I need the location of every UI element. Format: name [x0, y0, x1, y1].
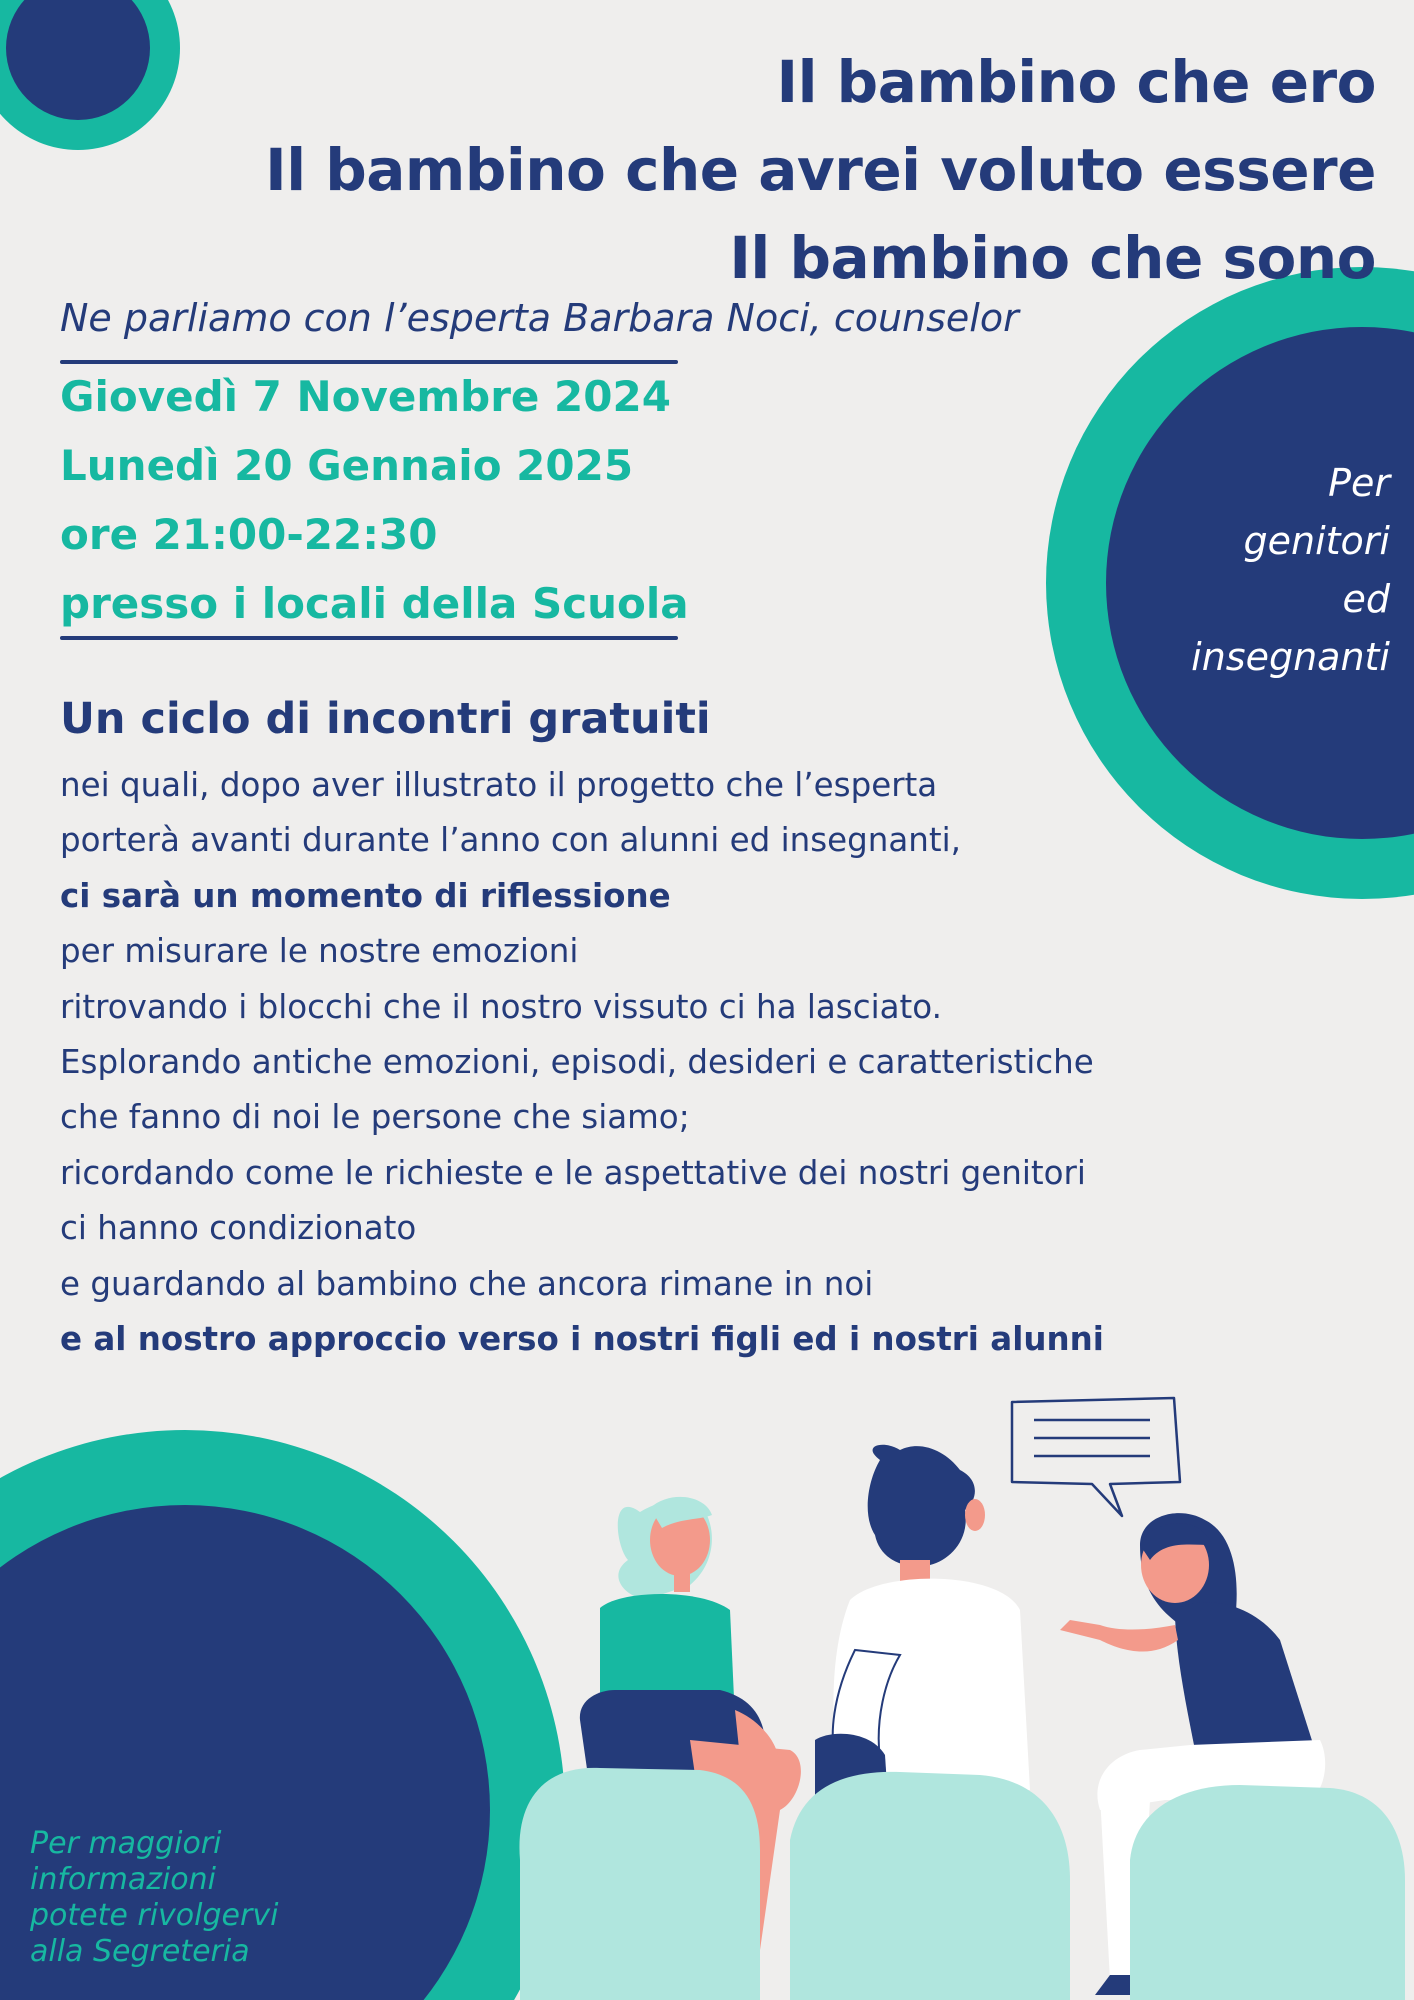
cushion-left — [519, 1768, 760, 2000]
contact-line: alla Segreteria — [30, 1934, 250, 1969]
contact-line: potete rivolgervi — [30, 1898, 279, 1933]
contact-info — [30, 1826, 278, 1970]
description — [60, 758, 1104, 1367]
event-schedule — [60, 362, 689, 638]
audience-line: Per — [1328, 461, 1390, 505]
event-date: Giovedì 7 Novembre 2024 — [60, 372, 671, 421]
cushion-center — [790, 1772, 1070, 2000]
cushion-right — [1130, 1785, 1405, 2000]
subtitle: Ne parliamo con l’esperta Barbara Noci, counselor — [60, 296, 1019, 340]
audience-line: genitori — [1243, 519, 1390, 563]
description-line: ritrovando i blocchi che il nostro vissuto ci ha lasciato. — [60, 987, 942, 1026]
description-line: nei quali, dopo aver illustrato il progetto che l’esperta — [60, 766, 938, 804]
event-location: presso i locali della Scuola — [60, 579, 689, 628]
description-line: che fanno di noi le persone che siamo; — [60, 1098, 690, 1137]
lead-heading: Un ciclo di incontri gratuiti — [60, 694, 711, 744]
description-line-bold: e al nostro approccio verso i nostri figli ed i nostri alunni — [60, 1320, 1104, 1359]
description-line: porterà avanti durante l’anno con alunni ed insegnanti, — [60, 821, 961, 860]
main-title — [265, 38, 1376, 302]
description-line-bold: ci sarà un momento di riflessione — [60, 876, 671, 915]
contact-line: informazioni — [30, 1862, 216, 1897]
audience-label — [1191, 454, 1390, 686]
person-center-figure — [815, 1445, 1030, 1830]
title-line: Il bambino che ero — [776, 48, 1376, 116]
description-line: ricordando come le richieste e le aspettative dei nostri genitori — [60, 1153, 1086, 1192]
description-line: ci hanno condizionato — [60, 1209, 417, 1248]
event-time: ore 21:00-22:30 — [60, 510, 438, 559]
divider-bottom — [60, 636, 678, 640]
contact-line: Per maggiori — [30, 1826, 222, 1861]
audience-line: ed — [1342, 577, 1390, 621]
event-date: Lunedì 20 Gennaio 2025 — [60, 441, 634, 490]
people-illustration — [470, 1390, 1414, 2000]
description-line: e guardando al bambino che ancora rimane in noi — [60, 1264, 874, 1303]
title-line: Il bambino che sono — [729, 224, 1376, 292]
description-line: Esplorando antiche emozioni, episodi, desideri e caratteristiche — [60, 1043, 1094, 1082]
title-line: Il bambino che avrei voluto essere — [265, 136, 1376, 204]
audience-line: insegnanti — [1191, 635, 1390, 679]
description-line: per misurare le nostre emozioni — [60, 932, 579, 971]
